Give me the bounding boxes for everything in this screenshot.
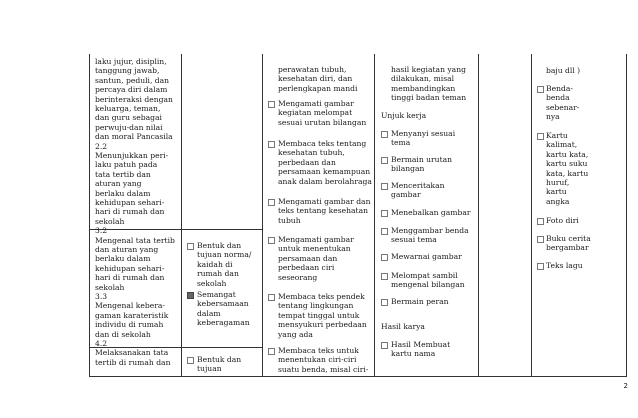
activity-text-line: perbedaan dan bbox=[278, 157, 336, 167]
competency-text-line: laku jujur, disiplin, bbox=[95, 57, 167, 66]
assessment-text-line: mengenal bilangan bbox=[391, 280, 465, 290]
resource-text-line: Teks lagu bbox=[546, 261, 583, 270]
competency-text-line: kehidupan sehari- bbox=[95, 198, 165, 207]
activity-text-line: kegiatan melompat bbox=[278, 108, 353, 118]
table-divider-2 bbox=[262, 54, 263, 377]
competency-text-line: dan guru sebagai bbox=[95, 113, 162, 123]
checkbox-icon bbox=[537, 263, 544, 270]
competency-text-line: 4.2 bbox=[95, 339, 108, 348]
competency-text-line: tanggung jawab, bbox=[95, 66, 160, 76]
assessment-text-line: Menceritakan bbox=[391, 181, 445, 190]
assessment-text-line: Menebalkan gambar bbox=[391, 208, 471, 217]
assessment-heading: Unjuk kerja bbox=[381, 111, 427, 120]
activity-text-line: sesuai urutan bilangan bbox=[278, 117, 367, 127]
resource-text-line: kata, kartu bbox=[546, 168, 589, 178]
competency-text-line: keluarga, teman, bbox=[95, 104, 161, 113]
assessment-text-line: Menggambar benda bbox=[391, 226, 469, 235]
competency-text-line: perwuju-dan nilai bbox=[95, 122, 163, 132]
assessment-heading: Hasil karya bbox=[381, 322, 425, 331]
material-column-group-2 bbox=[187, 355, 259, 375]
material-text-line: dalam bbox=[197, 308, 221, 318]
material-column-group-1 bbox=[187, 241, 259, 333]
assessment-text-line: membandingkan bbox=[391, 83, 456, 93]
activity-text-line: menentukan ciri-ciri bbox=[278, 355, 357, 365]
checkbox-icon bbox=[381, 273, 388, 280]
competency-text-line: laku patuh pada bbox=[95, 160, 158, 170]
checkbox-icon bbox=[381, 228, 388, 235]
competency-text-line: Mengenal kebera- bbox=[95, 301, 165, 311]
assessment-column bbox=[381, 65, 477, 376]
table-divider-5 bbox=[531, 54, 532, 377]
checkbox-icon bbox=[187, 292, 194, 299]
activity-text-line: teks tentang kesehatan bbox=[278, 206, 369, 216]
activity-text-line: tempat tinggal untuk bbox=[278, 310, 360, 320]
competency-text-line: dan di sekolah bbox=[95, 329, 151, 339]
competency-text-line: berlaku dalam bbox=[95, 188, 151, 198]
competency-text-line: aturan yang bbox=[95, 179, 142, 189]
resource-text-line: kartu kata, bbox=[546, 149, 589, 159]
assessment-text-line: Mewarnai gambar bbox=[391, 252, 462, 261]
competency-text-line: hari di rumah dan bbox=[95, 273, 165, 283]
checkbox-icon bbox=[381, 131, 388, 138]
checkbox-icon bbox=[268, 294, 275, 301]
learning-resources-column bbox=[537, 66, 625, 376]
checkbox-icon bbox=[187, 357, 194, 364]
checkbox-icon bbox=[268, 348, 275, 355]
checkbox-icon bbox=[187, 243, 194, 250]
table-divider-3 bbox=[374, 54, 375, 377]
competency-text-line: sekolah bbox=[95, 282, 125, 292]
competency-text-line: 2.2 bbox=[95, 141, 108, 151]
material-text-line: Semangat bbox=[197, 290, 236, 299]
activity-text-line: persamaan kemampuan bbox=[278, 167, 371, 177]
page-number: 2 bbox=[623, 382, 628, 390]
competency-text-line: tertib di rumah dan bbox=[95, 357, 171, 367]
resource-text-line: angka bbox=[546, 196, 570, 206]
assessment-text-line: gambar bbox=[391, 190, 421, 200]
activity-text-line: Mengamati gambar bbox=[278, 99, 354, 108]
row-divider-1 bbox=[89, 229, 263, 230]
resource-text-line: baju dll ) bbox=[546, 66, 581, 75]
assessment-text-line: kartu nama bbox=[391, 349, 436, 359]
assessment-text-line: bilangan bbox=[391, 164, 425, 174]
material-text-line: tujuan norma/ bbox=[197, 250, 252, 260]
checkbox-icon bbox=[381, 157, 388, 164]
checkbox-icon bbox=[537, 133, 544, 140]
assessment-text-line: dilakukan, misal bbox=[391, 74, 455, 84]
assessment-text-line: tinggi badan teman bbox=[391, 93, 467, 103]
activity-text-line: Membaca teks untuk bbox=[278, 346, 359, 355]
table-divider-4 bbox=[478, 54, 479, 377]
competency-text-line: dan moral Pancasila bbox=[95, 132, 173, 142]
competency-text-line: gaman karateristik bbox=[95, 310, 169, 320]
material-text-line: Bentuk dan bbox=[197, 355, 242, 364]
checkbox-icon bbox=[268, 101, 275, 108]
assessment-text-line: Menyanyi sesuai bbox=[391, 129, 456, 138]
competency-text-line: kehidupan sehari- bbox=[95, 263, 165, 273]
competency-text-line: Mengenal tata tertib bbox=[95, 235, 175, 245]
resource-text-line: nya bbox=[546, 112, 560, 122]
resource-text-line: Benda- bbox=[546, 84, 573, 93]
checkbox-icon bbox=[381, 183, 388, 190]
resource-text-line: Buku cerita bbox=[546, 234, 591, 243]
assessment-text-line: Hasil Membuat bbox=[391, 340, 451, 349]
resource-text-line: Foto diri bbox=[546, 216, 579, 225]
material-text-line: rumah dan bbox=[197, 269, 239, 279]
activity-text-line: yang ada bbox=[278, 329, 313, 339]
material-text-line: tujuan bbox=[197, 364, 222, 374]
assessment-text-line: Bermain urutan bbox=[391, 155, 453, 164]
material-text-line: Bentuk dan bbox=[197, 241, 242, 250]
table-border-right bbox=[626, 54, 627, 377]
competency-text-line: berinteraksi dengan bbox=[95, 94, 173, 104]
resource-text-line: Kartu bbox=[546, 131, 568, 140]
material-text-line: keberagaman bbox=[197, 318, 250, 328]
competency-text-line: individu di rumah bbox=[95, 320, 164, 330]
activity-text-line: untuk menentukan bbox=[278, 244, 351, 254]
activity-text-line: Membaca teks tentang bbox=[278, 139, 367, 148]
checkbox-icon bbox=[268, 237, 275, 244]
assessment-text-line: Melompat sambil bbox=[391, 271, 458, 280]
competency-text-line: tata tertib dan bbox=[95, 169, 151, 179]
activity-text-line: perawatan tubuh, bbox=[278, 65, 347, 74]
activity-text-line: persamaan dan bbox=[278, 253, 338, 263]
competency-text-line: 3.3 bbox=[95, 292, 108, 301]
competency-text-line: 3.2 bbox=[95, 226, 108, 236]
assessment-text-line: hasil kegiatan yang bbox=[391, 65, 466, 74]
material-text-line: sekolah bbox=[197, 278, 227, 288]
assessment-text-line: Bermain peran bbox=[391, 297, 449, 306]
activity-text-line: perbedaan ciri bbox=[278, 263, 335, 273]
checkbox-icon bbox=[381, 254, 388, 261]
assessment-text-line: tema bbox=[391, 138, 411, 148]
checkbox-icon bbox=[537, 218, 544, 225]
table-divider-1 bbox=[181, 54, 182, 377]
activity-text-line: anak dalam berolahraga bbox=[278, 176, 372, 186]
material-text-line: kaidah di bbox=[197, 259, 233, 269]
checkbox-icon bbox=[537, 86, 544, 93]
activity-text-line: kesehatan tubuh, bbox=[278, 148, 345, 158]
competency-text-line: sekolah bbox=[95, 216, 125, 226]
resource-text-line: kalimat, bbox=[546, 140, 578, 150]
checkbox-icon bbox=[381, 210, 388, 217]
activity-text-line: tentang lingkungan bbox=[278, 301, 354, 311]
activity-text-line: perlengkapan mandi bbox=[278, 83, 358, 93]
competency-text-line: santun, peduli, dan bbox=[95, 75, 170, 85]
resource-text-line: huruf, bbox=[546, 178, 570, 187]
resource-text-line: sebenar- bbox=[546, 102, 580, 112]
competency-text-line: Menunjukkan peri- bbox=[95, 151, 169, 160]
checkbox-icon bbox=[381, 299, 388, 306]
table-border-bottom bbox=[89, 376, 627, 377]
activity-text-line: Membaca teks pendek bbox=[278, 292, 365, 301]
competency-text-line: hari di rumah dan bbox=[95, 207, 165, 217]
competency-text-line: berlaku dalam bbox=[95, 254, 151, 264]
competency-text-line: dan aturan yang bbox=[95, 245, 159, 254]
resource-text-line: kartu suku bbox=[546, 159, 588, 169]
learning-activities-column bbox=[268, 65, 372, 376]
resource-text-line: kartu bbox=[546, 187, 567, 197]
competency-text-line: Melaksanakan tata bbox=[95, 348, 169, 358]
activity-text-line: tubuh bbox=[278, 215, 301, 225]
table-border-left bbox=[89, 54, 90, 377]
activity-text-line: Mengamati gambar dan bbox=[278, 197, 371, 206]
activity-text-line: kesehatan diri, dan bbox=[278, 74, 353, 84]
resource-text-line: benda bbox=[546, 93, 570, 103]
checkbox-icon bbox=[268, 199, 275, 206]
activity-text-line: mensyukuri perbedaan bbox=[278, 320, 367, 330]
activity-text-line: suatu benda, misal ciri- bbox=[278, 364, 369, 374]
competency-text-line: percaya diri dalam bbox=[95, 85, 168, 95]
material-text-line: kebersamaan bbox=[197, 299, 249, 309]
activity-text-line: seseorang bbox=[278, 272, 318, 282]
checkbox-icon bbox=[268, 141, 275, 148]
activity-text-line: Mengamati gambar bbox=[278, 235, 354, 244]
assessment-text-line: sesuai tema bbox=[391, 235, 437, 245]
resource-text-line: bergambar bbox=[546, 243, 589, 253]
checkbox-icon bbox=[537, 236, 544, 243]
checkbox-icon bbox=[381, 342, 388, 349]
